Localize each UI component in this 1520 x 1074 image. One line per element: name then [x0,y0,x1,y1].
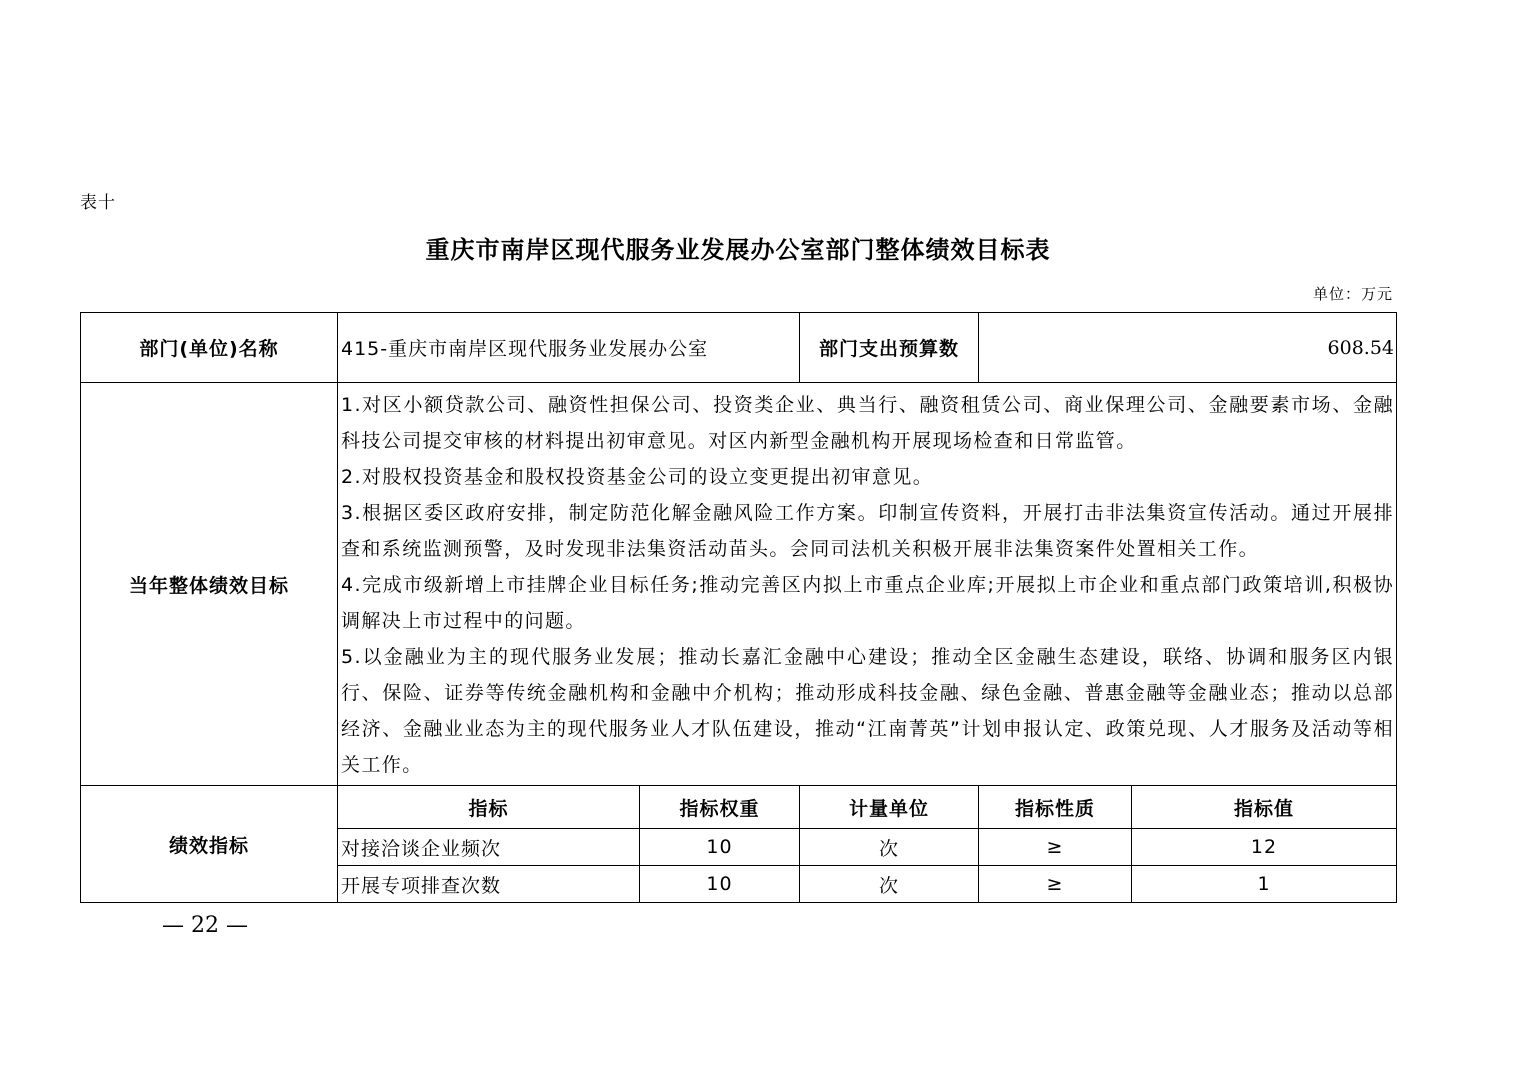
goal-paragraph: 4.完成市级新增上市挂牌企业目标任务;推动完善区内拟上市重点企业库;开展拟上市企业和重点部门政策培训,积极协调解决上市过程中的问题。 [341,574,1395,632]
indicator-name: 开展专项排查次数 [338,866,640,903]
indicator-nature: ≥ [979,866,1132,903]
indicator-value: 12 [1132,829,1397,866]
indicator-unit: 次 [800,866,979,903]
budget-value: 608.54 [979,313,1397,383]
goal-paragraph: 3.根据区委区政府安排，制定防范化解金融风险工作方案。印制宣传资料，开展打击非法集资宣传活动。通过开展排查和系统监测预警，及时发现非法集资活动苗头。会同司法机关积极开展非法集资案件处置相关工作。 [341,502,1395,560]
goal-paragraph: 5.以金融业为主的现代服务业发展；推动长嘉汇金融中心建设；推动全区金融生态建设，联络、协调和服务区内银行、保险、证券等传统金融机构和金融中介机构；推动形成科技金融、绿色金融、普惠金融等金融业态；推动以总部经济、金融业业态为主的现代服务业人才队伍建设，推动“江南菁英”计划申报认定、政策兑现、人才服务及活动等相关工作。 [341,646,1395,776]
department-name-value: 415-重庆市南岸区现代服务业发展办公室 [338,313,800,383]
department-row [81,313,1397,383]
annual-goal-content [338,383,1397,786]
indicator-nature-header: 指标性质 [979,786,1132,829]
page-number: — 22 — [162,913,248,938]
indicator-weight: 10 [640,866,800,903]
unit-note: 单位：万元 [1312,285,1393,303]
annual-goal-label: 当年整体绩效目标 [81,383,338,786]
department-name-label: 部门(单位)名称 [81,313,338,383]
table-label: 表十 [80,193,116,213]
page-title: 重庆市南岸区现代服务业发展办公室部门整体绩效目标表 [425,235,1051,264]
indicator-unit-header: 计量单位 [800,786,979,829]
indicator-value: 1 [1132,866,1397,903]
indicator-name-header: 指标 [338,786,640,829]
indicator-unit: 次 [800,829,979,866]
goal-paragraph: 1.对区小额贷款公司、融资性担保公司、投资类企业、典当行、融资租赁公司、商业保理公司、金融要素市场、金融科技公司提交审核的材料提出初审意见。对区内新型金融机构开展现场检查和日常监管。 [341,394,1395,452]
indicator-header-row [81,786,1397,829]
annual-goal-row [81,383,1397,786]
performance-table [80,312,1397,903]
goal-paragraph: 2.对股权投资基金和股权投资基金公司的设立变更提出初审意见。 [341,466,934,488]
indicator-value-header: 指标值 [1132,786,1397,829]
indicator-weight: 10 [640,829,800,866]
indicator-label: 绩效指标 [81,786,338,903]
indicator-weight-header: 指标权重 [640,786,800,829]
indicator-nature: ≥ [979,829,1132,866]
indicator-name: 对接洽谈企业频次 [338,829,640,866]
budget-label: 部门支出预算数 [800,313,979,383]
